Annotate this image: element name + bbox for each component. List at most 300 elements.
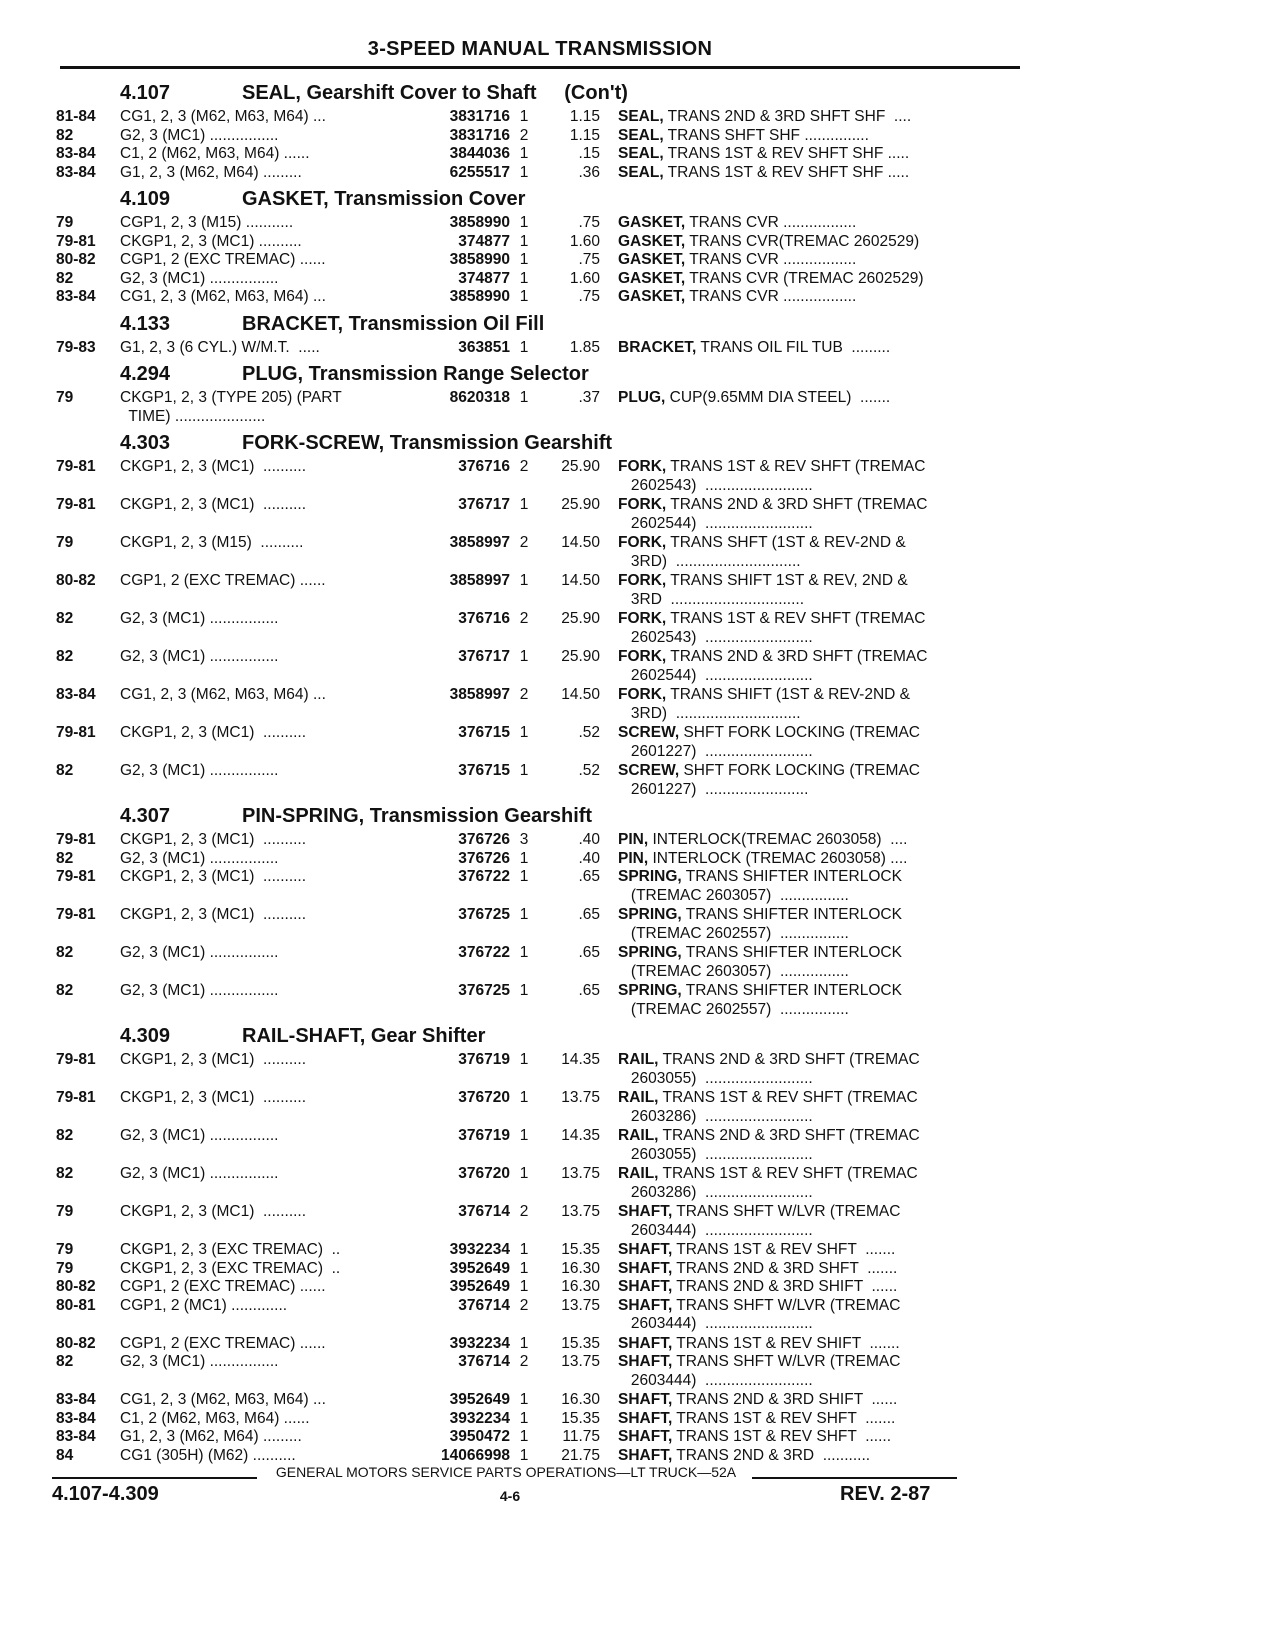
application: C1, 2 (M62, M63, M64) ...... xyxy=(120,145,310,162)
quantity: 1 xyxy=(519,251,529,268)
column-gap xyxy=(600,610,618,647)
application: G2, 3 (MC1) ................ xyxy=(120,648,279,665)
quantity: 2 xyxy=(519,1296,529,1314)
application: G1, 2, 3 (M62, M64) ......... xyxy=(120,163,302,181)
part-row xyxy=(56,1241,1026,1260)
part-number: 376714 xyxy=(458,1296,510,1314)
description-noun: SPRING, xyxy=(618,944,682,961)
description-text: TRANS 2ND & 3RD SHFT (TREMAC 2602544) ......................... xyxy=(630,648,928,684)
quantity: 1 xyxy=(519,1241,529,1258)
column-gap xyxy=(600,724,618,761)
section-title: RAIL-SHAFT, Gear Shifter xyxy=(242,1025,486,1047)
model-year: 82 xyxy=(56,269,74,287)
part-number: 376726 xyxy=(458,831,510,848)
part-row xyxy=(56,127,1026,146)
part-number: 376717 xyxy=(458,648,510,665)
part-row xyxy=(56,389,1026,426)
column-gap xyxy=(600,145,618,164)
price: 25.90 xyxy=(561,496,600,513)
part-row xyxy=(56,214,1026,233)
description xyxy=(618,868,1026,905)
model-year: 79 xyxy=(56,1203,74,1220)
description-text: SHFT FORK LOCKING (TREMAC 2601227) ........................ xyxy=(630,762,920,798)
description xyxy=(618,648,1026,685)
section-4-133 xyxy=(56,309,1026,358)
column-gap xyxy=(600,1203,618,1240)
part-row xyxy=(56,1335,1026,1354)
part-row xyxy=(56,1297,1026,1334)
column-gap xyxy=(600,831,618,850)
description-noun: GASKET, xyxy=(618,288,686,305)
part-row xyxy=(56,906,1026,943)
quantity: 2 xyxy=(519,1353,529,1370)
part-number: 376719 xyxy=(458,1051,510,1068)
part-row xyxy=(56,270,1026,289)
description-text: TRANS 2ND & 3RD SHIFT ...... xyxy=(672,1278,898,1295)
model-year: 79-81 xyxy=(56,1051,96,1068)
column-gap xyxy=(600,762,618,799)
model-year: 79 xyxy=(56,389,74,406)
quantity: 1 xyxy=(519,145,529,162)
description-text: TRANS CVR (TREMAC 2602529) xyxy=(685,269,924,287)
part-number: 3831716 xyxy=(449,108,510,125)
application: CKGP1, 2, 3 (MC1) .......... xyxy=(120,458,307,475)
footer-section-range: 4.107-4.309 xyxy=(52,1483,159,1505)
description-noun: SCREW, xyxy=(618,762,680,779)
model-year: 79-81 xyxy=(56,1089,96,1106)
model-year: 80-82 xyxy=(56,572,96,589)
description-noun: FORK, xyxy=(618,686,667,703)
description-text: INTERLOCK(TREMAC 2603058) .... xyxy=(648,831,908,848)
description-noun: FORK, xyxy=(618,534,667,551)
price: 14.50 xyxy=(561,686,600,703)
application: CG1, 2, 3 (M62, M63, M64) ... xyxy=(120,686,326,703)
part-number: 3952649 xyxy=(449,1259,510,1277)
column-gap xyxy=(600,458,618,495)
description xyxy=(618,944,1026,981)
part-row xyxy=(56,868,1026,905)
part-row xyxy=(56,831,1026,850)
part-number: 3858997 xyxy=(449,534,510,551)
description-text: TRANS SHFT (1ST & REV-2ND & 3RD) ............................. xyxy=(630,534,906,570)
part-number: 376716 xyxy=(458,610,510,627)
part-number: 3858990 xyxy=(449,214,510,231)
model-year: 79-81 xyxy=(56,496,96,513)
description-noun: SHAFT, xyxy=(618,1203,673,1220)
price: .40 xyxy=(578,831,600,848)
part-row xyxy=(56,1051,1026,1088)
quantity: 1 xyxy=(519,1165,529,1182)
application: G2, 3 (MC1) ................ xyxy=(120,849,279,867)
application: G1, 2, 3 (6 CYL.) W/M.T. ..... xyxy=(120,338,320,356)
quantity: 1 xyxy=(519,1127,529,1144)
description-text: TRANS CVR ................. xyxy=(685,288,857,305)
part-number: 6255517 xyxy=(449,163,510,181)
part-number: 374877 xyxy=(458,232,510,250)
part-number: 3831716 xyxy=(449,126,510,144)
quantity: 1 xyxy=(519,389,529,406)
application: CKGP1, 2, 3 (MC1) .......... xyxy=(120,868,307,885)
part-number: 3858990 xyxy=(449,288,510,305)
description-noun: SHAFT, xyxy=(618,1296,673,1314)
section-4-294 xyxy=(56,359,1026,426)
description-text: TRANS SHIFTER INTERLOCK (TREMAC 2603057) ................ xyxy=(630,868,902,904)
price: 16.30 xyxy=(561,1259,600,1277)
column-gap xyxy=(600,1428,618,1447)
description xyxy=(618,1241,1026,1260)
description-text: TRANS 1ST & REV SHFT (TREMAC 2602543) ......................... xyxy=(630,458,926,494)
price: .52 xyxy=(578,762,600,779)
description xyxy=(618,1051,1026,1088)
header-rule xyxy=(60,66,1020,69)
price: .65 xyxy=(578,982,600,999)
quantity: 2 xyxy=(519,1203,529,1220)
part-row xyxy=(56,686,1026,723)
description-text: TRANS 1ST & REV SHFT (TREMAC 2603286) ......................... xyxy=(630,1089,918,1125)
part-row xyxy=(56,1127,1026,1164)
part-number: 3950472 xyxy=(449,1428,510,1445)
column-gap xyxy=(600,214,618,233)
price: 21.75 xyxy=(561,1446,600,1464)
section-heading xyxy=(56,184,1026,214)
part-row xyxy=(56,288,1026,307)
description-noun: SHAFT, xyxy=(618,1428,673,1445)
description-noun: SEAL, xyxy=(618,163,664,181)
column-gap xyxy=(600,868,618,905)
quantity: 1 xyxy=(519,572,529,589)
model-year: 83-84 xyxy=(56,686,96,703)
description-text: TRANS CVR(TREMAC 2602529) xyxy=(685,232,920,250)
description xyxy=(618,850,1026,869)
application: CGP1, 2 (EXC TREMAC) ...... xyxy=(120,251,326,268)
column-gap xyxy=(600,1089,618,1126)
quantity: 1 xyxy=(519,232,529,250)
price: 14.35 xyxy=(561,1127,600,1144)
application: C1, 2 (M62, M63, M64) ...... xyxy=(120,1409,310,1427)
column-gap xyxy=(600,233,618,252)
description-noun: SEAL, xyxy=(618,145,664,162)
price: 16.30 xyxy=(561,1391,600,1408)
section-heading xyxy=(56,801,1026,831)
footer-revision: REV. 2-87 xyxy=(840,1483,931,1505)
footer-rule-left xyxy=(52,1477,257,1479)
column-gap xyxy=(600,906,618,943)
price: 15.35 xyxy=(561,1241,600,1258)
description-text: TRANS 1ST & REV SHFT SHF ..... xyxy=(663,163,910,181)
section-number: 4.109 xyxy=(120,188,171,210)
description xyxy=(618,1391,1026,1410)
part-number: 363851 xyxy=(458,338,510,356)
price: 15.35 xyxy=(561,1334,600,1352)
price: .65 xyxy=(578,906,600,923)
model-year: 82 xyxy=(56,126,74,144)
part-number: 376714 xyxy=(458,1203,510,1220)
price: .65 xyxy=(578,944,600,961)
description-noun: SHAFT, xyxy=(618,1278,673,1295)
model-year: 82 xyxy=(56,1353,74,1370)
model-year: 79-81 xyxy=(56,724,96,741)
section-4-109 xyxy=(56,184,1026,307)
part-row xyxy=(56,339,1026,358)
section-4-309 xyxy=(56,1021,1026,1465)
model-year: 79-81 xyxy=(56,232,96,250)
model-year: 79-81 xyxy=(56,906,96,923)
model-year: 83-84 xyxy=(56,1391,96,1408)
application: CKGP1, 2, 3 (EXC TREMAC) .. xyxy=(120,1241,341,1258)
application: CG1, 2, 3 (M62, M63, M64) ... xyxy=(120,288,326,305)
section-number: 4.307 xyxy=(120,805,171,827)
price: 1.15 xyxy=(569,108,600,125)
quantity: 3 xyxy=(519,831,529,848)
section-number: 4.133 xyxy=(120,312,171,335)
description-text: TRANS SHFT SHF ............... xyxy=(663,126,869,144)
part-row xyxy=(56,1260,1026,1279)
description-noun: RAIL, xyxy=(618,1127,659,1144)
description-text: TRANS 1ST & REV SHFT SHF ..... xyxy=(663,145,910,162)
part-number: 374877 xyxy=(458,269,510,287)
part-row xyxy=(56,724,1026,761)
application: CKGP1, 2, 3 (MC1) .......... xyxy=(120,1051,307,1068)
part-row xyxy=(56,1278,1026,1297)
description-text: TRANS SHFT W/LVR (TREMAC 2603444) ......................... xyxy=(630,1353,901,1389)
section-title: PLUG, Transmission Range Selector xyxy=(242,363,589,385)
part-row xyxy=(56,496,1026,533)
description-noun: SEAL, xyxy=(618,108,664,125)
model-year: 83-84 xyxy=(56,288,96,305)
description xyxy=(618,1335,1026,1354)
model-year: 82 xyxy=(56,1127,74,1144)
description xyxy=(618,1260,1026,1279)
quantity: 1 xyxy=(519,1409,529,1427)
part-number: 376725 xyxy=(458,982,510,999)
section-title: BRACKET, Transmission Oil Fill xyxy=(242,312,545,335)
description-text: TRANS SHFT W/LVR (TREMAC 2603444) ......................... xyxy=(630,1203,901,1239)
part-number: 376714 xyxy=(458,1353,510,1370)
model-year: 83-84 xyxy=(56,1428,96,1445)
application: G2, 3 (MC1) ................ xyxy=(120,1165,279,1182)
price: 11.75 xyxy=(562,1428,600,1445)
description xyxy=(618,686,1026,723)
description xyxy=(618,108,1026,127)
description-text: TRANS SHIFTER INTERLOCK (TREMAC 2603057) ................ xyxy=(630,944,902,980)
parts-catalog xyxy=(56,76,1026,1465)
description-noun: GASKET, xyxy=(618,232,686,250)
description xyxy=(618,458,1026,495)
application: CKGP1, 2, 3 (MC1) .......... xyxy=(120,232,302,250)
section-title: FORK-SCREW, Transmission Gearshift xyxy=(242,432,613,454)
part-number: 3952649 xyxy=(449,1278,510,1295)
part-row xyxy=(56,1203,1026,1240)
column-gap xyxy=(600,251,618,270)
application: CKGP1, 2, 3 (EXC TREMAC) .. xyxy=(120,1259,341,1277)
model-year: 80-82 xyxy=(56,251,96,268)
description-noun: PLUG, xyxy=(618,389,666,406)
part-number: 3932234 xyxy=(449,1409,510,1427)
part-number: 376719 xyxy=(458,1127,510,1144)
price: 25.90 xyxy=(561,458,600,475)
part-row xyxy=(56,458,1026,495)
application: CKGP1, 2, 3 (MC1) .......... xyxy=(120,831,307,848)
application: G2, 3 (MC1) ................ xyxy=(120,1353,279,1370)
part-number: 3932234 xyxy=(449,1334,510,1352)
part-number: 3952649 xyxy=(449,1391,510,1408)
description xyxy=(618,1165,1026,1202)
section-4-303 xyxy=(56,428,1026,799)
part-row xyxy=(56,648,1026,685)
part-number: 376716 xyxy=(458,458,510,475)
quantity: 1 xyxy=(519,288,529,305)
description xyxy=(618,1203,1026,1240)
part-number: 376715 xyxy=(458,762,510,779)
quantity: 2 xyxy=(519,534,529,551)
description xyxy=(618,127,1026,146)
description-noun: SCREW, xyxy=(618,724,680,741)
section-heading xyxy=(56,428,1026,458)
quantity: 2 xyxy=(519,458,529,475)
application: G2, 3 (MC1) ................ xyxy=(120,1127,279,1144)
column-gap xyxy=(600,1297,618,1334)
application: CKGP1, 2, 3 (MC1) .......... xyxy=(120,496,307,513)
description-text: TRANS SHFT W/LVR (TREMAC 2603444) ......................... xyxy=(630,1296,901,1332)
quantity: 2 xyxy=(519,686,529,703)
description xyxy=(618,389,1026,426)
description-noun: SHAFT, xyxy=(618,1353,673,1370)
description-noun: SHAFT, xyxy=(618,1259,673,1277)
description-noun: FORK, xyxy=(618,572,667,589)
part-row xyxy=(56,762,1026,799)
application: CKGP1, 2, 3 (TYPE 205) (PART TIME) ..................... xyxy=(120,389,342,425)
section-title: GASKET, Transmission Cover xyxy=(242,188,526,210)
application: CKGP1, 2, 3 (M15) .......... xyxy=(120,534,304,551)
footer-rule-right xyxy=(752,1477,957,1479)
price: 14.35 xyxy=(561,1051,600,1068)
column-gap xyxy=(600,108,618,127)
footer-publisher: GENERAL MOTORS SERVICE PARTS OPERATIONS—LT TRUCK—52A xyxy=(275,1464,737,1480)
description-noun: FORK, xyxy=(618,610,667,627)
description xyxy=(618,1353,1026,1390)
section-number: 4.294 xyxy=(120,363,171,385)
description xyxy=(618,1410,1026,1429)
section-heading xyxy=(56,1021,1026,1051)
description-noun: SHAFT, xyxy=(618,1391,673,1408)
description xyxy=(618,831,1026,850)
model-year: 82 xyxy=(56,610,74,627)
description-noun: FORK, xyxy=(618,496,667,513)
description-text: CUP(9.65MM DIA STEEL) ....... xyxy=(665,389,891,406)
description-text: TRANS SHIFT (1ST & REV-2ND & 3RD) ............................. xyxy=(630,686,910,722)
model-year: 79-81 xyxy=(56,831,96,848)
quantity: 1 xyxy=(519,1259,529,1277)
part-row xyxy=(56,233,1026,252)
model-year: 82 xyxy=(56,762,74,779)
application: G2, 3 (MC1) ................ xyxy=(120,944,279,961)
description-text: TRANS 2ND & 3RD SHFT (TREMAC 2603055) ......................... xyxy=(630,1051,920,1087)
part-row xyxy=(56,145,1026,164)
description-text: TRANS 1ST & REV SHFT ...... xyxy=(672,1428,892,1445)
description-text: TRANS 2ND & 3RD SHFT (TREMAC 2602544) ......................... xyxy=(630,496,928,532)
section-4-107 xyxy=(56,78,1026,182)
description-text: TRANS SHIFT 1ST & REV, 2ND & 3RD ............................... xyxy=(630,572,908,608)
part-number: 3858990 xyxy=(449,251,510,268)
column-gap xyxy=(600,1260,618,1279)
quantity: 1 xyxy=(519,1089,529,1106)
description xyxy=(618,288,1026,307)
model-year: 82 xyxy=(56,1165,74,1182)
model-year: 82 xyxy=(56,849,74,867)
column-gap xyxy=(600,1241,618,1260)
model-year: 80-82 xyxy=(56,1334,96,1352)
quantity: 1 xyxy=(519,214,529,231)
section-heading xyxy=(56,359,1026,389)
part-row xyxy=(56,1391,1026,1410)
column-gap xyxy=(600,1335,618,1354)
description-text: TRANS 2ND & 3RD SHFT ....... xyxy=(672,1259,898,1277)
quantity: 1 xyxy=(519,1334,529,1352)
application: CKGP1, 2, 3 (MC1) .......... xyxy=(120,906,307,923)
part-number: 3844036 xyxy=(449,145,510,162)
price: 13.75 xyxy=(561,1165,600,1182)
model-year: 80-81 xyxy=(56,1296,96,1314)
section-number: 4.309 xyxy=(120,1025,171,1047)
description-noun: SHAFT, xyxy=(618,1334,673,1352)
description-noun: SPRING, xyxy=(618,906,682,923)
description xyxy=(618,982,1026,1019)
price: .65 xyxy=(578,868,600,885)
quantity: 1 xyxy=(519,1391,529,1408)
application: CG1, 2, 3 (M62, M63, M64) ... xyxy=(120,1391,326,1408)
part-number: 376722 xyxy=(458,944,510,961)
part-row xyxy=(56,534,1026,571)
description xyxy=(618,270,1026,289)
description-text: TRANS 1ST & REV SHFT (TREMAC 2603286) ......................... xyxy=(630,1165,918,1201)
description-text: TRANS CVR ................. xyxy=(685,214,857,231)
part-row xyxy=(56,1447,1026,1466)
description xyxy=(618,762,1026,799)
description-text: TRANS 1ST & REV SHFT (TREMAC 2602543) ......................... xyxy=(630,610,926,646)
price: 13.75 xyxy=(561,1203,600,1220)
price: .15 xyxy=(578,145,600,162)
section-number: 4.303 xyxy=(120,432,171,454)
description-noun: GASKET, xyxy=(618,214,686,231)
price: 1.85 xyxy=(569,338,600,356)
application: CGP1, 2 (EXC TREMAC) ...... xyxy=(120,1278,326,1295)
description xyxy=(618,145,1026,164)
price: 25.90 xyxy=(561,610,600,627)
model-year: 82 xyxy=(56,648,74,665)
description-text: TRANS SHIFTER INTERLOCK (TREMAC 2602557) ................ xyxy=(630,982,902,1018)
quantity: 1 xyxy=(519,1278,529,1295)
description xyxy=(618,251,1026,270)
part-number: 3858997 xyxy=(449,686,510,703)
price: .52 xyxy=(578,724,600,741)
description-text: TRANS 2ND & 3RD SHIFT ...... xyxy=(672,1391,898,1408)
description-text: TRANS CVR ................. xyxy=(685,251,857,268)
part-row xyxy=(56,850,1026,869)
application: CGP1, 2 (EXC TREMAC) ...... xyxy=(120,572,326,589)
application: CKGP1, 2, 3 (MC1) .......... xyxy=(120,724,307,741)
description-text: TRANS 1ST & REV SHIFT ....... xyxy=(672,1334,900,1352)
model-year: 83-84 xyxy=(56,145,96,162)
application: CKGP1, 2, 3 (MC1) .......... xyxy=(120,1203,307,1220)
description xyxy=(618,1447,1026,1466)
model-year: 79-81 xyxy=(56,868,96,885)
description xyxy=(618,1089,1026,1126)
application: CGP1, 2 (MC1) ............. xyxy=(120,1296,288,1314)
model-year: 79-81 xyxy=(56,458,96,475)
description-noun: GASKET, xyxy=(618,251,686,268)
part-row xyxy=(56,108,1026,127)
column-gap xyxy=(600,648,618,685)
